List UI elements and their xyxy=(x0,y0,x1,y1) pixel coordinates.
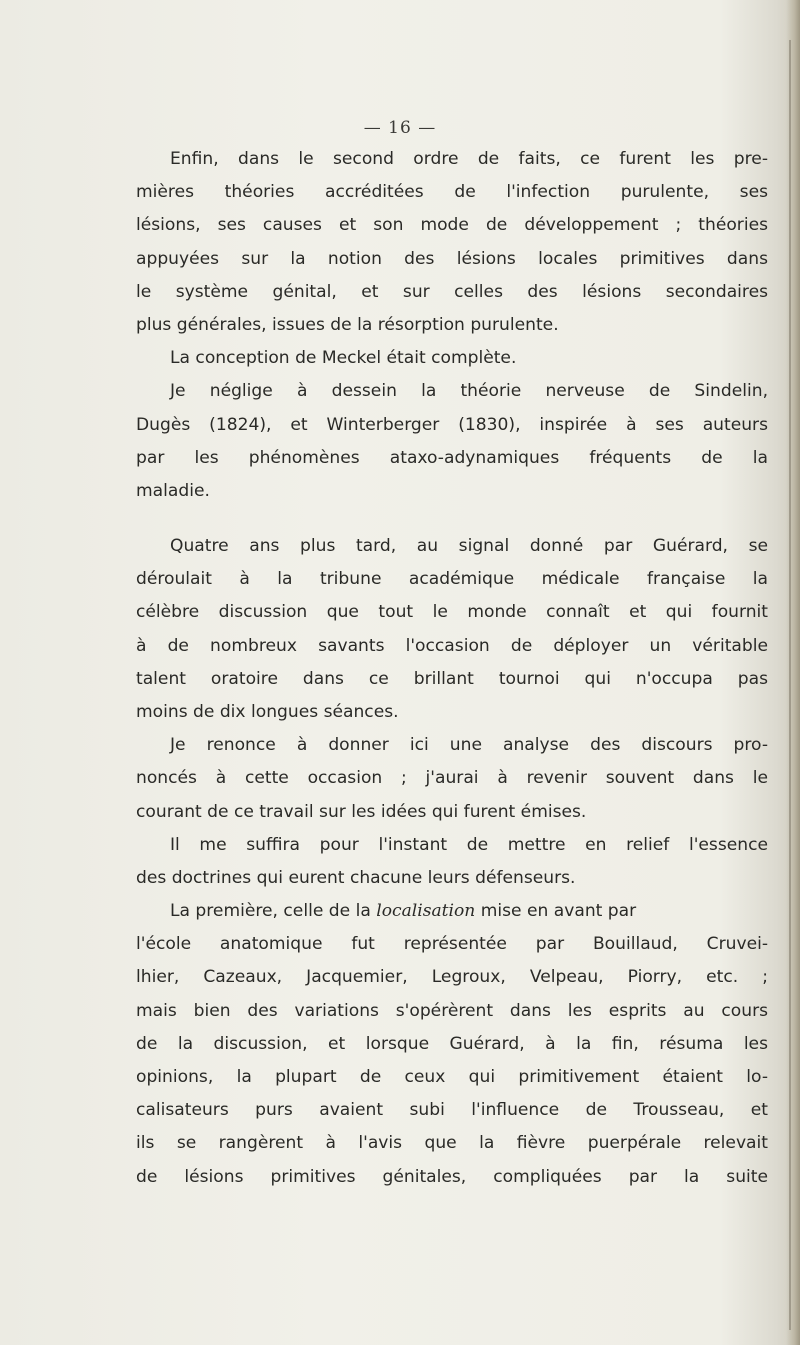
text-line: moins de dix longues séances. xyxy=(136,701,399,722)
text-line: Il me suffira pour l'instant de mettre en relief l'essence xyxy=(170,834,768,855)
text-line: Enfin, dans le second ordre de faits, ce furent les pre- xyxy=(170,149,768,169)
text-line: Je néglige à dessein la théorie nerveuse de Sindelin, xyxy=(170,381,768,402)
text-line: Je renonce à donner ici une analyse des discours pro- xyxy=(170,735,768,756)
text-line: célèbre discussion que tout le monde connaît et qui fournit xyxy=(136,602,768,623)
page-edge-line xyxy=(789,40,791,1330)
text-span: La première, celle de la xyxy=(170,901,371,922)
text-line: lhier, Cazeaux, Jacquemier, Legroux, Velpeau, Piorry, etc. ; xyxy=(136,967,768,988)
text-line: l'école anatomique fut représentée par Bouillaud, Cruvei- xyxy=(136,934,768,955)
text-line: La conception de Meckel était complète. xyxy=(170,348,517,369)
text-line: maladie. xyxy=(136,480,210,501)
text-line: des doctrines qui eurent chacune leurs défenseurs. xyxy=(136,867,576,888)
text-line: noncés à cette occasion ; j'aurai à revenir souvent dans le xyxy=(136,768,768,789)
text-line xyxy=(136,895,768,928)
text-line: Quatre ans plus tard, au signal donné par Guérard, se xyxy=(170,536,768,556)
text-line: déroulait à la tribune académique médicale française la xyxy=(136,569,768,590)
text-line: de lésions primitives génitales, compliquées par la suite xyxy=(136,1166,768,1187)
text-line: mières théories accréditées de l'infection purulente, ses xyxy=(136,182,768,203)
text-block-2 xyxy=(136,530,768,1194)
text-line: par les phénomènes ataxo-adynamiques fréquents de la xyxy=(136,447,768,468)
text-line: ils se rangèrent à l'avis que la fièvre puerpérale relevait xyxy=(136,1133,768,1154)
text-line: appuyées sur la notion des lésions locales primitives dans xyxy=(136,248,768,269)
text-line: calisateurs purs avaient subi l'influence de Trousseau, et xyxy=(136,1100,768,1121)
text-line: de la discussion, et lorsque Guérard, à la fin, résuma les xyxy=(136,1033,768,1054)
text-line: courant de ce travail sur les idées qui furent émises. xyxy=(136,801,587,822)
text-line: Dugès (1824), et Winterberger (1830), inspirée à ses auteurs xyxy=(136,414,768,435)
text-line: le système génital, et sur celles des lésions secondaires xyxy=(136,281,768,302)
text-line: plus générales, issues de la résorption purulente. xyxy=(136,314,559,335)
text-line: talent oratoire dans ce brillant tournoi qui n'occupa pas xyxy=(136,668,768,689)
italic-term: localisation xyxy=(376,901,476,922)
text-line: mais bien des variations s'opérèrent dans les esprits au cours xyxy=(136,1000,768,1021)
text-line: lésions, ses causes et son mode de développement ; théories xyxy=(136,215,768,236)
text-line: à de nombreux savants l'occasion de déployer un véritable xyxy=(136,635,768,656)
text-line: opinions, la plupart de ceux qui primitivement étaient lo- xyxy=(136,1067,768,1087)
page-number: — 16 — xyxy=(363,118,437,138)
text-span: mise en avant par xyxy=(480,901,637,922)
text-block-1 xyxy=(136,143,768,508)
